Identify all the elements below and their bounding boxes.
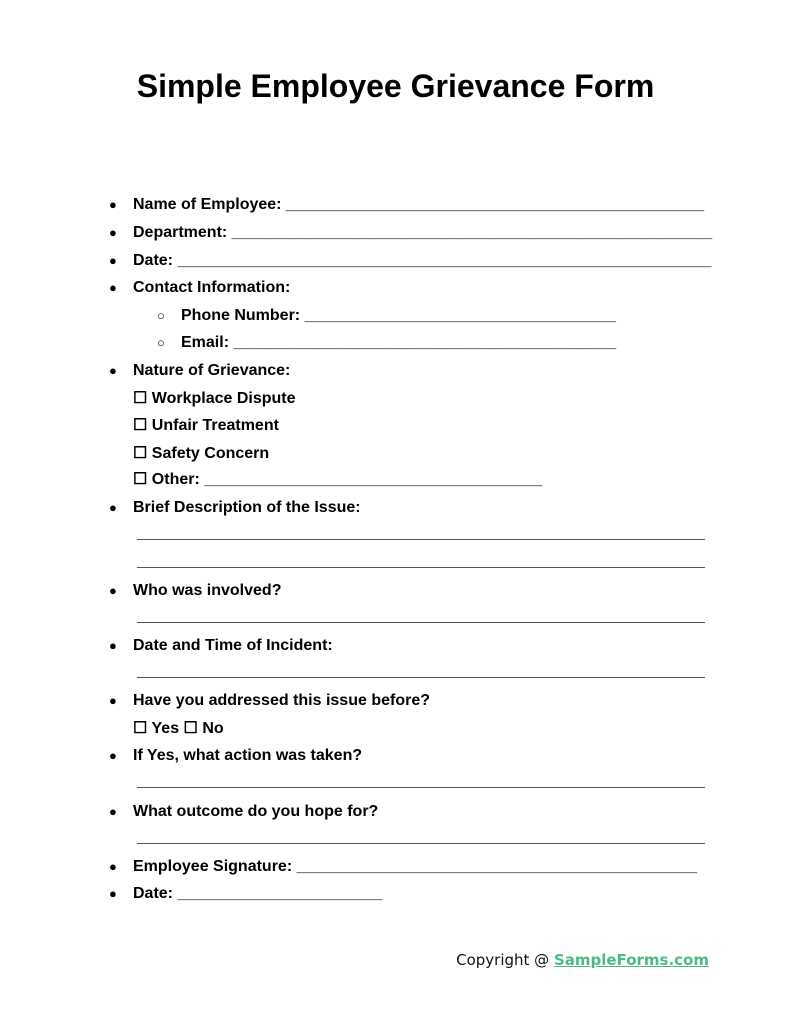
bullet: ● xyxy=(109,225,117,240)
bullet: ● xyxy=(109,748,117,763)
bullet: ● xyxy=(109,638,117,653)
checkbox-workplace-dispute[interactable]: ☐ Workplace Dispute xyxy=(133,390,296,407)
bullet: ● xyxy=(109,693,117,708)
bullet: ● xyxy=(109,500,117,515)
bullet: ● xyxy=(109,253,117,268)
answer-line[interactable] xyxy=(137,677,705,678)
sub-bullet: ○ xyxy=(157,308,165,323)
answer-line[interactable] xyxy=(137,622,705,623)
action-taken-label: If Yes, what action was taken? xyxy=(133,747,363,764)
bullet: ● xyxy=(109,804,117,819)
outcome-label: What outcome do you hope for? xyxy=(133,803,379,820)
field-date[interactable]: Date: ____________________________________________________________ xyxy=(133,252,712,269)
who-involved-label: Who was involved? xyxy=(133,582,282,599)
bullet: ● xyxy=(109,280,117,295)
contact-information-label: Contact Information: xyxy=(133,279,291,296)
nature-of-grievance-label: Nature of Grievance: xyxy=(133,362,291,379)
checkbox-safety-concern[interactable]: ☐ Safety Concern xyxy=(133,445,270,462)
copyright-text: Copyright @ xyxy=(456,951,554,969)
field-employee-signature[interactable]: Employee Signature: _____________________________________________ xyxy=(133,858,698,875)
field-email[interactable]: Email: ___________________________________________ xyxy=(181,334,617,351)
checkbox-other[interactable]: ☐ Other: ______________________________________ xyxy=(133,471,543,488)
answer-line[interactable] xyxy=(137,787,705,788)
bullet: ● xyxy=(109,583,117,598)
answer-line[interactable] xyxy=(137,567,705,568)
answer-line[interactable] xyxy=(137,843,705,844)
sampleforms-link[interactable]: SampleForms.com xyxy=(553,951,709,969)
sub-bullet: ○ xyxy=(157,335,165,350)
bullet: ● xyxy=(109,886,117,901)
bullet: ● xyxy=(109,363,117,378)
bullet: ● xyxy=(109,859,117,874)
field-phone-number[interactable]: Phone Number: ___________________________________ xyxy=(181,307,617,324)
bullet: ● xyxy=(109,197,117,212)
page-title: Simple Employee Grievance Form xyxy=(136,68,655,104)
answer-line[interactable] xyxy=(137,539,705,540)
field-department[interactable]: Department: ______________________________________________________ xyxy=(133,224,713,241)
checkbox-yes-no[interactable]: ☐ Yes ☐ No xyxy=(133,720,224,737)
date-time-incident-label: Date and Time of Incident: xyxy=(133,637,333,654)
checkbox-unfair-treatment[interactable]: ☐ Unfair Treatment xyxy=(133,417,279,434)
copyright-footer xyxy=(456,951,709,969)
brief-description-label: Brief Description of the Issue: xyxy=(133,499,361,516)
field-signature-date[interactable]: Date: _______________________ xyxy=(133,885,383,902)
field-employee-name[interactable]: Name of Employee: _______________________________________________ xyxy=(133,196,705,213)
addressed-before-label: Have you addressed this issue before? xyxy=(133,692,430,709)
